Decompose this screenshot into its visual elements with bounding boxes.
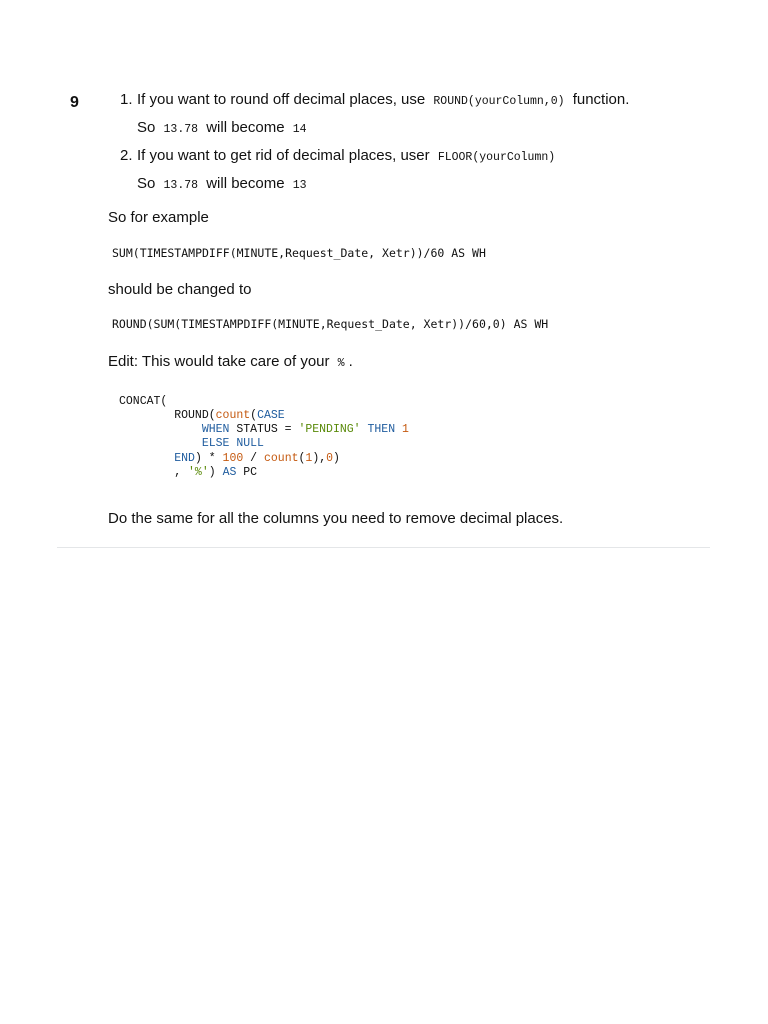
- code-keyword: WHEN: [201, 423, 230, 437]
- code-keyword: THEN: [367, 423, 396, 437]
- answer-body: [108, 90, 708, 528]
- code-token: ) *: [194, 451, 223, 465]
- code-text: SUM(TIMESTAMPDIFF(MINUTE,Request_Date, Xetr))/60 AS WH: [112, 246, 486, 260]
- inline-code: %: [337, 356, 345, 370]
- answer-divider: [57, 547, 710, 548]
- code-block-before: [108, 246, 708, 262]
- code-token: [395, 423, 402, 436]
- code-token: (: [298, 451, 306, 465]
- code-token: ),: [312, 451, 327, 465]
- step-number: 1.: [120, 91, 133, 108]
- step-text: [137, 146, 708, 165]
- example-intro: So for example: [108, 209, 209, 226]
- code-indent: [119, 452, 174, 465]
- code-token: ,: [174, 466, 189, 480]
- step-sub-middle: will become: [206, 119, 285, 136]
- code-number: 1: [402, 423, 409, 437]
- edit-text-after: .: [348, 352, 353, 370]
- step-example: [137, 174, 708, 193]
- step-text-after: function.: [572, 91, 630, 108]
- list-item: [108, 146, 708, 193]
- code-function: count: [215, 408, 251, 422]
- final-note: Do the same for all the columns you need to remove decimal places.: [108, 510, 564, 528]
- code-keyword: END: [174, 451, 195, 465]
- inline-code: 13.78: [163, 179, 199, 192]
- edit-text-before: Edit: This would take care of your: [108, 352, 330, 370]
- inline-code: 14: [292, 123, 307, 136]
- code-token: ROUND(: [174, 408, 216, 422]
- step-sub-before: So: [137, 119, 156, 136]
- step-text: [137, 90, 708, 109]
- code-indent: [119, 409, 174, 422]
- changed-to-text: should be changed to: [108, 281, 252, 299]
- steps-list: [108, 90, 708, 193]
- inline-code: ROUND(yourColumn,0): [433, 95, 565, 108]
- step-text-before: If you want to get rid of decimal places, user: [137, 147, 430, 164]
- code-number: 1: [305, 451, 313, 465]
- step-example: [137, 118, 708, 137]
- inline-code: FLOOR(yourColumn): [437, 151, 556, 164]
- code-function: count: [263, 451, 299, 465]
- code-indent: [119, 466, 174, 479]
- code-token: PC: [236, 466, 258, 480]
- step-sub-middle: will become: [206, 175, 285, 192]
- code-token: CONCAT(: [119, 394, 168, 408]
- code-indent: [119, 423, 202, 436]
- vote-count: 9: [70, 94, 79, 111]
- code-token: STATUS =: [229, 423, 299, 437]
- edit-note: [108, 352, 708, 373]
- inline-code: 13: [292, 179, 307, 192]
- code-token: ): [333, 451, 340, 465]
- code-number: 0: [326, 451, 334, 465]
- inline-code: 13.78: [163, 123, 199, 136]
- code-number: 100: [222, 451, 244, 465]
- code-string: 'PENDING': [298, 423, 361, 437]
- code-block-after: [108, 317, 708, 333]
- step-text-before: If you want to round off decimal places, use: [137, 91, 426, 108]
- code-text: ROUND(SUM(TIMESTAMPDIFF(MINUTE,Request_Date, Xetr))/60,0) AS WH: [112, 317, 549, 332]
- code-indent: [119, 437, 202, 450]
- code-token: ): [208, 466, 223, 480]
- step-number: 2.: [120, 147, 133, 164]
- code-block-concat: [108, 395, 708, 481]
- step-sub-before: So: [137, 175, 156, 192]
- code-string: '%': [188, 466, 209, 480]
- code-keyword: CASE: [257, 408, 285, 422]
- code-token: (: [250, 408, 258, 422]
- code-keyword: NULL: [236, 437, 264, 451]
- code-keyword: AS: [222, 466, 237, 480]
- code-keyword: ELSE: [201, 437, 230, 451]
- list-item: [108, 90, 708, 146]
- code-token: /: [243, 451, 264, 465]
